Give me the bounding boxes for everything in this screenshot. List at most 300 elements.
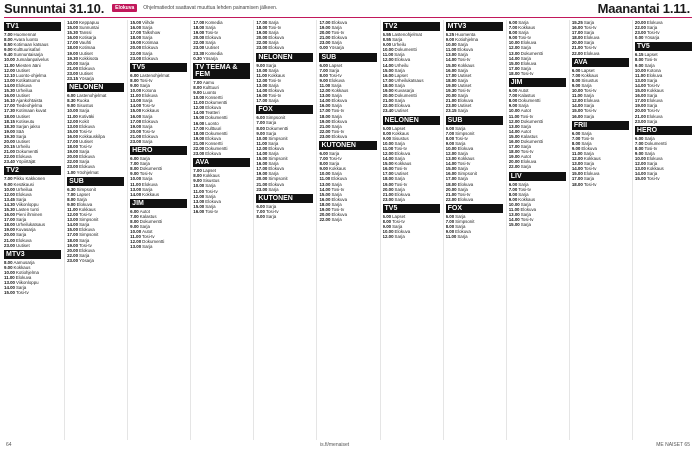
program-listing [4,159,61,164]
program-title: Yösarja [202,55,218,61]
program-time: 7.00 [130,213,139,219]
program-time: 13.00 [130,244,142,250]
program-time: 17.00 [67,138,79,144]
program-title: Sarja [76,196,87,202]
program-title: Kokkaus [202,173,220,179]
program-time: 12.00 [634,161,646,167]
program-time: 7.00 [193,168,202,174]
program-title: Sarja [646,103,658,109]
program-time: 15.00 [67,227,79,233]
program-time: 8.00 [130,77,139,83]
program-time: 7.00 [571,135,581,141]
program-title: Elokuva [141,93,158,99]
channel-header: MTV3 [446,22,503,31]
program-title: Tosi-tv [457,57,471,63]
program-time: 7.00 [256,208,265,214]
program-time: 16.00 [445,67,457,73]
program-time: 22.00 [193,40,205,46]
program-title: Tosi-tv [392,219,405,224]
program-title: Ajankohtaista [16,98,43,104]
program-listing [509,71,566,76]
program-title: Dokumentti [265,125,289,131]
program-title: Elokuva [331,176,347,182]
program-time: 23.00 [4,242,15,248]
program-time: 19.00 [130,40,142,46]
program-time: 8.00 [319,161,328,167]
channel-header: FRII [572,121,629,130]
program-time: 15.00 [193,203,205,209]
program-title: Sarja [16,285,27,291]
program-title: Tosi-tv [520,70,534,76]
program-time: 7.00 [319,67,328,73]
program-time: 9.00 [508,35,518,41]
program-title: Tosi-tv [394,166,408,172]
program-listing [635,35,692,40]
program-time: 23.00 [256,186,268,192]
program-time: 20.00 [382,186,394,192]
program-time: 11.00 [256,72,268,78]
program-title: Sarja [265,213,277,219]
program-title: Keppapuu [79,20,100,25]
program-title: Dokumentti [520,50,543,56]
program-time: 10.00 [256,135,268,141]
channel-header: HERO [130,146,187,155]
program-title: Urheilua [16,88,33,94]
program-title: Sarja [520,123,531,129]
program-time: 9.00 [508,196,518,202]
header-note: Ohjelmatiedot saattavat muuttua lehden painamisen jälkeen. [143,5,278,11]
program-time: 19.00 [319,25,331,31]
program-time: 19.00 [445,82,457,88]
program-listing [572,114,629,119]
program-listing [319,45,376,50]
program-time: 15.00 [445,166,457,172]
program-title: Sarja [457,186,468,192]
program-time: 10.00 [508,201,520,207]
program-time: 17.00 [319,20,331,25]
program-listing [130,244,187,249]
program-title: Sarja [455,140,466,146]
program-time: 8.00 [319,72,328,78]
program-time: 7.00 [445,219,455,224]
program-title: Sarja [455,224,466,230]
program-time: 15.00 [634,88,646,94]
program-title: Sarja [518,30,529,36]
program-title: Sarja [142,186,153,192]
program-title: Tosi-tv [205,188,218,194]
program-time: 15.00 [193,115,205,121]
program-title: Kotimaa [142,40,159,46]
program-title: Elokuva [394,103,411,109]
program-title: Sarja [331,82,342,88]
program-title: Kokkaus [142,108,160,114]
program-title: Dokumentti [139,219,162,224]
program-time: 8.00 [445,224,455,230]
program-title: Elokuva [268,35,284,41]
program-title: Elokuva [268,166,284,172]
program-time: 12.00 [445,150,457,156]
program-title: Kokkaus [329,166,346,172]
program-time: 15.00 [382,161,394,167]
program-title: Viikonloppu [16,280,39,286]
program-time: 6.00 [571,67,581,73]
program-title: Kalastus [139,213,157,219]
program-title: Sarja [646,171,658,177]
program-time: 8.00 [571,77,581,83]
program-title: Sarja [331,201,342,207]
program-time: 10.00 [634,156,646,162]
program-time: 6.00 [256,203,265,209]
program-time: 20.00 [193,35,205,41]
program-title: Elokuva [16,82,32,88]
schedule-column [635,20,692,440]
program-time: 11.00 [508,207,520,212]
program-listing [509,164,566,169]
program-time: 22.00 [319,128,331,134]
program-title: Elokuva [457,47,473,53]
program-title: Dokumentti [394,93,417,99]
program-title: Elokuva [268,88,284,94]
program-title: Sarja [268,40,279,46]
program-title: Elokuva [79,65,95,71]
channel-header: TV1 [4,22,61,31]
program-time: 16.00 [4,93,15,99]
program-time: 16.00 [571,113,583,119]
program-time: 14.00 [4,82,15,88]
program-title: Elokuva [331,212,348,218]
program-title: Uutiset [16,138,30,144]
program-title: Tosi-tv [457,191,471,197]
program-title: Huomenna! [13,32,37,37]
program-title: Sarja [16,217,27,223]
program-time: 17.00 [508,65,520,71]
program-time: 20.00 [634,108,646,114]
program-time: 11.00 [319,176,331,182]
program-time: 0.30 [193,55,202,61]
program-title: Kokkaus [518,25,536,31]
program-time: 12.00 [382,57,394,63]
program-time: 18.00 [4,222,15,228]
program-title: Dokumentti [644,140,667,146]
program-title: Luonto [205,120,219,126]
program-title: Sarja [520,222,531,228]
program-title: Tosi-tv [646,108,660,114]
program-title: Komedia [205,50,223,56]
program-time: 12.00 [382,150,394,156]
program-title: Kalastus [518,93,536,99]
program-listing [4,290,61,295]
program-title: Kokkaus [518,196,536,202]
schedule-column [67,20,124,440]
program-title: Sarja [331,181,342,187]
channel-header: FOX [446,204,503,213]
column-divider [127,20,128,440]
program-title: Tosi-tv [583,88,597,94]
program-time: 20.00 [634,20,646,25]
program-time: 23.00 [67,164,79,170]
program-title: Simpsonit [79,232,99,238]
channel-header: LIV [509,172,566,181]
program-time: 15.30 [4,88,15,94]
program-time: 20.00 [382,93,394,99]
channel-header: SUB [446,116,503,125]
program-time: 13.00 [319,181,331,187]
program-time: 19.00 [508,154,520,160]
program-title: Sarja [331,93,342,99]
program-time: 19.00 [193,135,205,141]
program-title: Dokumentti [139,166,162,172]
program-time: 18.00 [508,70,520,76]
program-title: Yösarja [79,76,94,82]
program-title: Tosi-tv [139,77,153,83]
left-page-number: 64 [6,442,12,448]
program-title: Sarja [646,161,658,167]
program-time: 22.00 [67,252,79,258]
program-title: Sarja [583,93,594,99]
program-time: 22.00 [634,25,646,31]
program-title: Lapset [392,125,406,131]
program-title: Kokkaus [394,161,412,167]
program-title: Simpsonit [455,130,475,136]
channel-header: JIM [130,199,187,208]
footer-site: is.fi/menaiset [320,442,350,448]
program-title: Elokuva [205,105,221,111]
program-title: Urheilu [394,62,409,68]
program-title: Dokumentti [16,149,39,155]
program-time: 10.00 [130,88,142,94]
program-time: 16.00 [193,208,205,214]
program-title: Kalastus [520,133,538,139]
program-title: Elokuva [646,72,663,78]
program-title: Simpsonit [457,171,477,177]
program-title: Tosi-tv [142,103,155,109]
program-time: 15.30 [4,207,15,212]
program-title: Dokumentti [205,130,228,136]
program-title: Tosi-tv [79,128,92,134]
program-title: Kulttuurisafari [13,47,41,53]
program-time: 17.00 [634,98,646,104]
program-title: Sarja [457,234,468,240]
program-time: 7.00 [193,79,202,85]
program-title: Sarja [142,25,153,31]
program-title: Elokuva [205,135,221,141]
program-time: 9.00 [571,145,581,151]
program-title: Sarja [518,181,529,187]
schedule-column [256,20,313,440]
program-time: 11.00 [67,113,78,119]
program-title: Elokuva [205,35,221,41]
program-time: 9.00 [130,82,139,88]
channel-header: TV5 [130,63,187,72]
program-time: 15.00 [382,67,394,73]
program-title: Tosi-tv [646,30,660,36]
program-time: 6.55 [382,32,392,37]
program-time: 7.00 [571,72,581,78]
program-time: 6.00 [382,125,392,131]
program-time: 6.00 [508,181,518,187]
program-time: 14.00 [571,166,583,172]
program-time: 8.00 [382,130,392,136]
program-title: Sarja [457,52,468,58]
program-time: 18.00 [193,130,205,136]
program-time: 9.00 [445,140,455,146]
program-title: Elokuva [205,198,221,204]
program-title: Vauhti [79,40,92,46]
program-title: Elokuva [331,133,348,139]
program-time: 19.00 [382,181,394,187]
program-title: Yösarja [329,45,344,51]
schedule-column [193,20,250,440]
program-time: 8.00 [130,219,139,224]
program-time: 23.00 [130,138,142,144]
program-title: Sarja [457,108,468,114]
program-title: Sarja [139,82,150,88]
program-time: 7.00 [4,176,13,182]
program-title: Uutiset [205,45,219,51]
program-time: 16.00 [571,25,583,31]
program-title: Elokuva [646,98,663,104]
program-time: 14.00 [193,110,205,116]
program-title: Lastenohjelmat [139,72,170,78]
program-title: Sunnuntai [79,25,99,31]
program-time: 20.00 [4,138,15,144]
program-title: Lapset [392,213,406,219]
program-title: Tosi-tv [331,108,345,114]
program-time: 15.00 [67,25,79,31]
column-divider [506,20,507,440]
program-time: 6.00 [130,72,139,78]
program-title: Autot [139,208,150,214]
program-time: 11.00 [193,188,205,194]
program-title: Yösarja [644,35,660,41]
program-time: 8.00 [130,166,139,172]
program-time: 20.00 [571,40,583,46]
program-time: 11.00 [571,93,583,99]
program-title: Simpsonit [268,176,288,182]
program-title: Tosi-tv [329,156,342,162]
program-title: Miesten ääni [15,62,41,68]
program-title: Sarja [265,203,277,209]
program-title: Aamu [202,79,215,85]
program-time: 16.00 [67,35,79,41]
channel-header: NELONEN [256,53,313,62]
program-time: 16.00 [445,171,457,177]
program-title: Sarja [265,62,277,68]
program-time: 13.00 [319,93,331,99]
program-title: Sarja [205,183,216,189]
program-time: 10.00 [571,88,583,94]
program-title: Elokuva [394,57,411,63]
program-title: Sarja [583,150,594,156]
program-title: Sarja [581,140,592,146]
program-time: 8.00 [445,135,455,141]
program-time: 7.00 [130,161,139,167]
program-time: 14.00 [508,128,520,134]
program-time: 18.00 [382,82,394,88]
program-listing [256,187,313,192]
program-title: Dokumentti [518,98,541,104]
program-time: 12.00 [571,156,583,162]
program-title: Sarja [457,42,468,48]
program-time: 9.00 [130,224,139,230]
program-time: 8.00 [382,219,392,224]
program-time: 6.00 [508,88,518,94]
program-time: 19.00 [67,149,79,155]
program-time: 11.00 [193,100,205,106]
program-time: 9.00 [4,181,13,187]
program-title: Sarja [394,140,405,146]
program-title: Autot [520,128,531,134]
program-time: 11.00 [445,47,457,53]
program-time: 17.00 [4,217,15,223]
program-listing [446,234,503,239]
schedule-column [572,20,629,440]
program-time: 6.00 [256,115,265,121]
program-title: Sarja [142,50,153,56]
channel-header: SUB [319,53,376,62]
program-title: Sarja [268,20,279,25]
channel-header: NELONEN [67,83,124,92]
program-title: Tosi-tv [644,57,658,63]
program-title: Elokuva [583,35,600,41]
program-title: Elokuva [331,20,348,25]
program-title: Pieni ihminen [16,212,43,218]
program-time: 18.00 [67,237,79,243]
program-time: 14.30 [4,201,15,207]
program-time: 10.00 [67,108,79,114]
program-time: 10.00 [4,269,15,275]
program-time: 16.00 [634,93,646,99]
program-title: Elokuva [583,171,600,177]
program-title: Sarja [139,224,150,230]
program-time: 23.00 [445,103,457,109]
program-title: Kokkaus [646,166,664,172]
program-title: Lapset [644,52,658,58]
program-title: Sarja [331,217,342,223]
program-time: 6.00 [319,150,328,156]
program-title: Sarja [79,60,90,66]
program-title: Sarja [268,150,279,156]
program-title: Sarja [583,161,595,167]
program-title: Elokuva [331,35,348,41]
program-time: 13.00 [508,123,520,129]
program-title: Sarja [265,130,277,136]
program-time: 13.00 [508,212,520,218]
program-time: 8.00 [4,259,13,265]
program-time: 19.00 [634,103,646,109]
program-title: Sarja [520,65,531,71]
program-time: 17.00 [382,77,394,83]
program-title: Sarja [520,164,531,170]
program-time: 12.00 [319,88,331,94]
program-title: Tosi-tv [139,171,153,177]
program-title: Sarja [392,37,403,43]
program-time: 21.00 [130,133,142,139]
program-title: Sarja [394,186,405,192]
program-time: 23.00 [193,45,205,51]
program-title: Sarja [142,113,153,119]
program-time: 16.00 [130,113,142,119]
program-time: 22.00 [67,159,79,165]
program-time: 8.50 [4,42,13,48]
program-title: Tosi-tv [581,135,595,141]
program-time: 14.00 [67,20,79,25]
program-time: 9.40 [4,52,13,58]
program-time: 21.00 [382,98,394,104]
program-title: Sarja [644,62,655,68]
right-day-title: Maanantai 1.11. [597,0,690,16]
program-title: Elokuva [583,50,600,56]
